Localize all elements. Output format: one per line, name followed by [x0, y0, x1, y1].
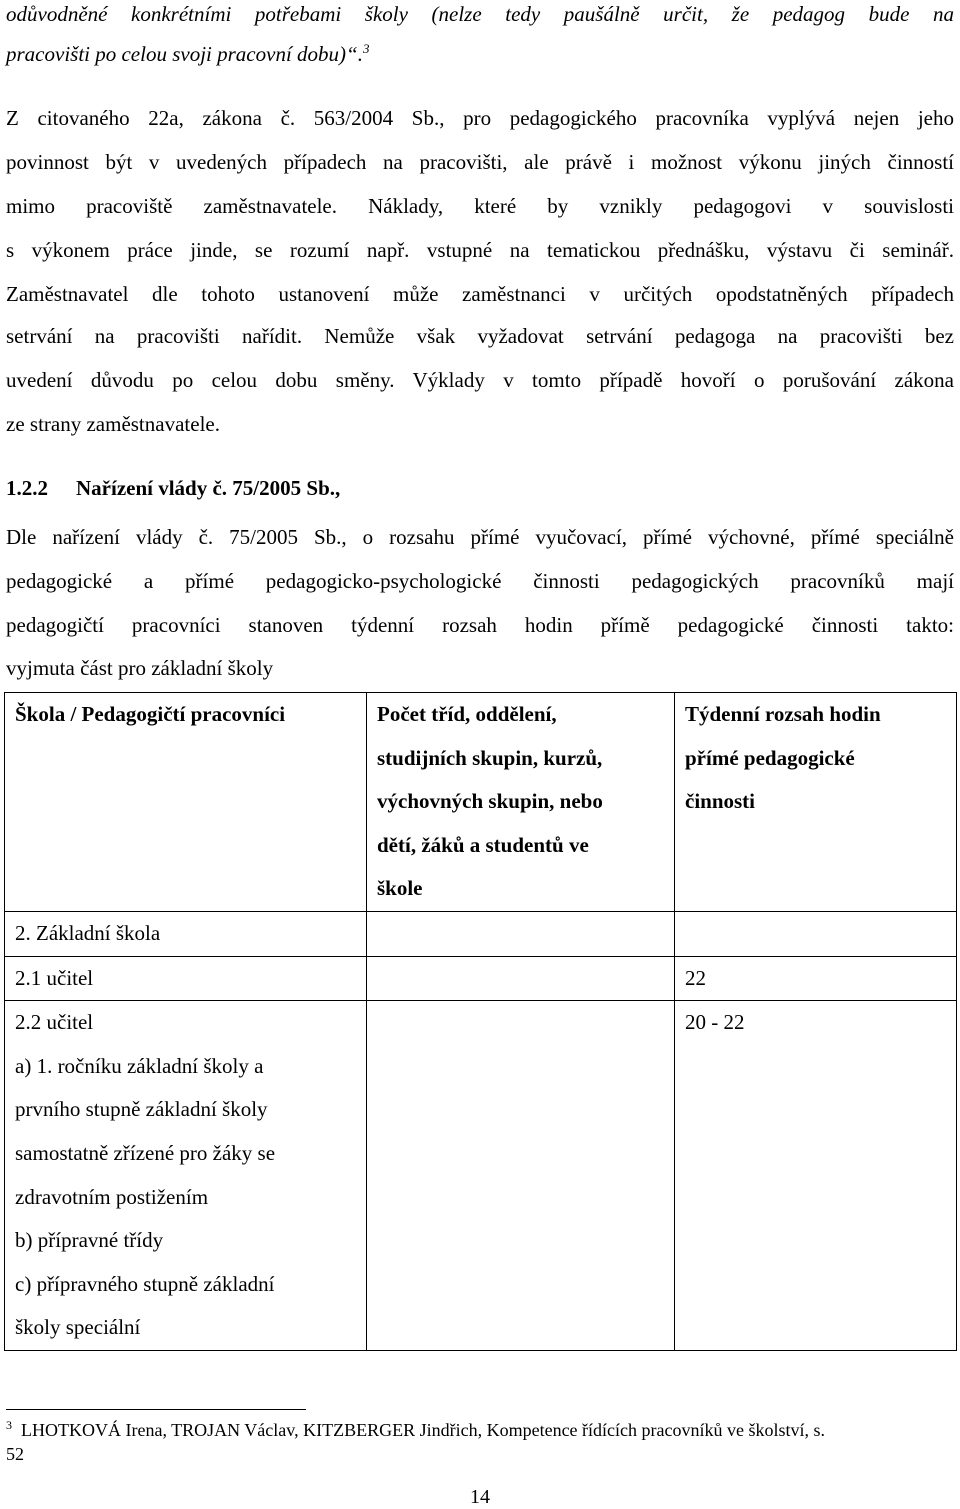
paragraph-line: mimo pracoviště zaměstnavatele. Náklady, které by vznikly pedagogovi v souvislosti — [6, 194, 954, 218]
teaching-hours-table — [4, 692, 957, 1351]
body-line: pedagogičtí pracovníci stanoven týdenní rozsah hodin přímě pedagogické činnosti takto: — [6, 613, 954, 637]
paragraph-line: povinnost být v uvedených případech na pracovišti, ale právě i možnost výkonu jiných činností — [6, 150, 954, 174]
cell-school — [5, 1001, 367, 1351]
footnote-marker: 3 — [6, 1418, 12, 1432]
paragraph-line: ze strany zaměstnavatele. — [6, 412, 220, 436]
paragraph-line: s výkonem práce jinde, se rozumí např. vstupné na tematickou přednášku, výstavu či seminář. — [6, 238, 954, 262]
header-count-text: Počet tříd, oddělení, studijních skupin, kurzů, výchovných skupin, nebo dětí, žáků a studentů ve škole — [377, 702, 603, 901]
page-number: 14 — [470, 1486, 490, 1508]
body-line: Dle nařízení vlády č. 75/2005 Sb., o rozsahu přímé vyučovací, přímé výchovné, přímé speciálně — [6, 525, 954, 549]
section-number: 1.2.2 — [6, 476, 48, 500]
header-cell-school — [5, 693, 367, 912]
body-line: vyjmuta část pro základní školy — [6, 656, 274, 680]
table-row — [5, 1001, 957, 1351]
cell-school — [5, 911, 367, 956]
cell-hours — [675, 911, 957, 956]
section-title: Nařízení vlády č. 75/2005 Sb., — [76, 476, 341, 500]
cell-hours — [675, 956, 957, 1001]
body-line: pedagogické a přímé pedagogicko-psychologické činnosti pedagogických pracovníků mají — [6, 569, 954, 593]
paragraph-line: Z citovaného 22a, zákona č. 563/2004 Sb., pro pedagogického pracovníka vyplývá nejen jeho — [6, 106, 954, 130]
cell-hours — [675, 1001, 957, 1351]
footnote-ref: 3 — [362, 41, 370, 56]
cell-hours-text: 22 — [685, 965, 706, 990]
cell-count — [367, 1001, 675, 1351]
paragraph-line: Zaměstnavatel dle tohoto ustanovení může zaměstnanci v určitých opodstatněných případech — [6, 282, 954, 306]
footnote-text: LHOTKOVÁ Irena, TROJAN Václav, KITZBERGER Jindřich, Kompetence řídících pracovníků ve školství, s. — [21, 1420, 825, 1440]
footnote — [6, 1418, 954, 1466]
header-cell-hours — [675, 693, 957, 912]
cell-school — [5, 956, 367, 1001]
cell-school-text: 2. Základní škola — [15, 920, 161, 945]
table-row — [5, 911, 957, 956]
intro-line-2-text: pracovišti po celou svoji pracovní dobu)“. — [6, 42, 363, 66]
cell-count — [367, 956, 675, 1001]
header-hours-text: Týdenní rozsah hodin přímé pedagogické činnosti — [685, 702, 881, 814]
cell-school-text: 2.1 učitel — [15, 965, 94, 990]
section-heading — [6, 476, 340, 501]
header-school-text: Škola / Pedagogičtí pracovníci — [15, 702, 286, 726]
cell-count — [367, 911, 675, 956]
header-cell-count — [367, 693, 675, 912]
paragraph-line: setrvání na pracovišti nařídit. Nemůže však vyžadovat setrvání pedagoga na pracovišti bez — [6, 324, 954, 348]
paragraph-line: uvedení důvodu po celou dobu směny. Výklady v tomto případě hovoří o porušování zákona — [6, 368, 954, 392]
cell-hours-text: 20 - 22 — [685, 1010, 745, 1035]
intro-line-2 — [6, 42, 369, 67]
cell-school-text: 2.2 učitel a) 1. ročníku základní školy a prvního stupně základní školy samostatně zřízené pro žáky se zdravotním postižením b) přípravné třídy c) přípravného stupně základní školy speciální — [15, 1010, 276, 1340]
table-row — [5, 956, 957, 1001]
footnote-separator — [6, 1409, 306, 1410]
intro-line-1: odůvodněné konkrétními potřebami školy (nelze tedy paušálně určit, že pedagog bude na — [6, 2, 954, 26]
footnote-text-cont: 52 — [6, 1444, 24, 1464]
table-header-row — [5, 693, 957, 912]
